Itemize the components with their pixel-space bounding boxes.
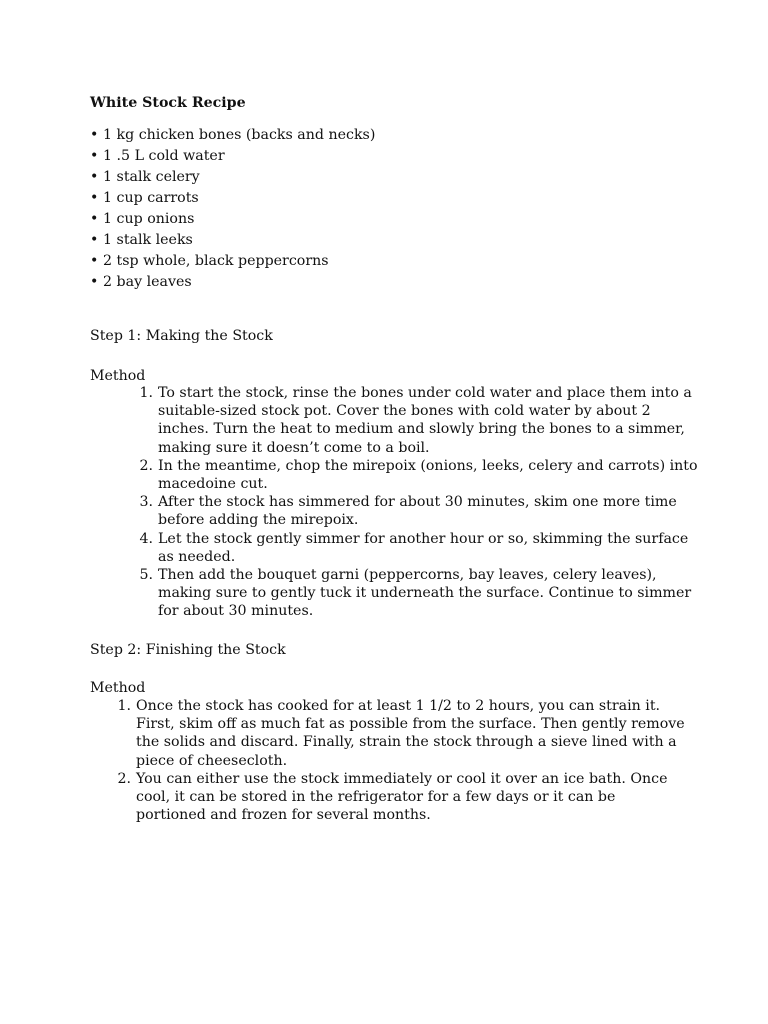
- ingredient-text: 2 tsp whole, black peppercorns: [103, 253, 329, 269]
- list-item: [139, 566, 698, 621]
- ingredient-text: 2 bay leaves: [103, 274, 192, 290]
- bullet-icon: •: [90, 148, 99, 164]
- step-text: Once the stock has cooked for at least 1 1/2 to 2 hours, you can strain it. First, skim off as much fat as possible from the surface. Then gently remove the solids and discard. Finally, strain the stock through a sieve lined with a piece of cheesecloth.: [136, 698, 685, 769]
- list-item: [90, 209, 375, 230]
- list-item: [139, 493, 698, 529]
- ingredient-text: 1 stalk celery: [103, 169, 200, 185]
- step-text: Then add the bouquet garni (peppercorns, bay leaves, celery leaves), making sure to gently tuck it underneath the surface. Continue to simmer for about 30 minutes.: [158, 567, 692, 620]
- step1-method-label: Method: [90, 368, 146, 384]
- step-number: 4.: [139, 530, 153, 547]
- step-text: After the stock has simmered for about 30 minutes, skim one more time before adding the mirepoix.: [158, 494, 677, 529]
- list-item: [90, 146, 375, 167]
- bullet-icon: •: [90, 232, 99, 248]
- bullet-icon: •: [90, 253, 99, 269]
- step2-method-label: Method: [90, 680, 146, 696]
- bullet-icon: •: [90, 190, 99, 206]
- step-text: In the meantime, chop the mirepoix (onions, leeks, celery and carrots) into macedoine cut.: [158, 457, 698, 493]
- ingredient-text: 1 kg chicken bones (backs and necks): [103, 127, 376, 143]
- bullet-icon: •: [90, 211, 99, 227]
- step-text: You can either use the stock immediately or cool it over an ice bath. Once cool, it can be stored in the refrigerator for a few days or it can be portioned and frozen for several months.: [136, 770, 668, 824]
- list-item: [117, 697, 686, 770]
- ingredient-text: 1 cup onions: [103, 211, 195, 227]
- bullet-icon: •: [90, 169, 99, 185]
- step1-heading: Step 1: Making the Stock: [90, 328, 273, 344]
- ingredient-text: 1 stalk leeks: [103, 232, 193, 248]
- list-item: [90, 167, 375, 188]
- step-number: 3.: [139, 494, 153, 511]
- bullet-icon: •: [90, 127, 99, 143]
- list-item: [90, 251, 375, 272]
- step-number: 5.: [139, 567, 153, 584]
- step-number: 1.: [139, 385, 153, 401]
- recipe-title: White Stock Recipe: [90, 95, 246, 111]
- list-item: [139, 530, 698, 566]
- step-number: 2.: [139, 457, 153, 474]
- step1-method-list: [139, 384, 698, 621]
- step-number: 1.: [117, 698, 131, 714]
- list-item: [90, 272, 375, 293]
- step-number: 2.: [117, 770, 131, 787]
- step-text: Let the stock gently simmer for another hour or so, skimming the surface as needed.: [158, 530, 689, 565]
- ingredient-text: 1 cup carrots: [103, 190, 199, 206]
- list-item: [90, 230, 375, 251]
- list-item: [139, 457, 698, 493]
- step2-heading: Step 2: Finishing the Stock: [90, 642, 286, 658]
- list-item: [90, 188, 375, 209]
- ingredient-text: 1 .5 L cold water: [103, 148, 225, 164]
- list-item: [117, 770, 686, 825]
- list-item: [90, 125, 375, 146]
- step-text: To start the stock, rinse the bones under cold water and place them into a suitable-sized stock pot. Cover the bones with cold water by about 2 inches. Turn the heat to medium and slowly bring the bones to a simmer, making sure it doesn’t come to a boil.: [158, 385, 692, 456]
- ingredients-list: [90, 125, 375, 293]
- bullet-icon: •: [90, 274, 99, 290]
- list-item: [139, 384, 698, 457]
- step2-method-list: [117, 697, 686, 824]
